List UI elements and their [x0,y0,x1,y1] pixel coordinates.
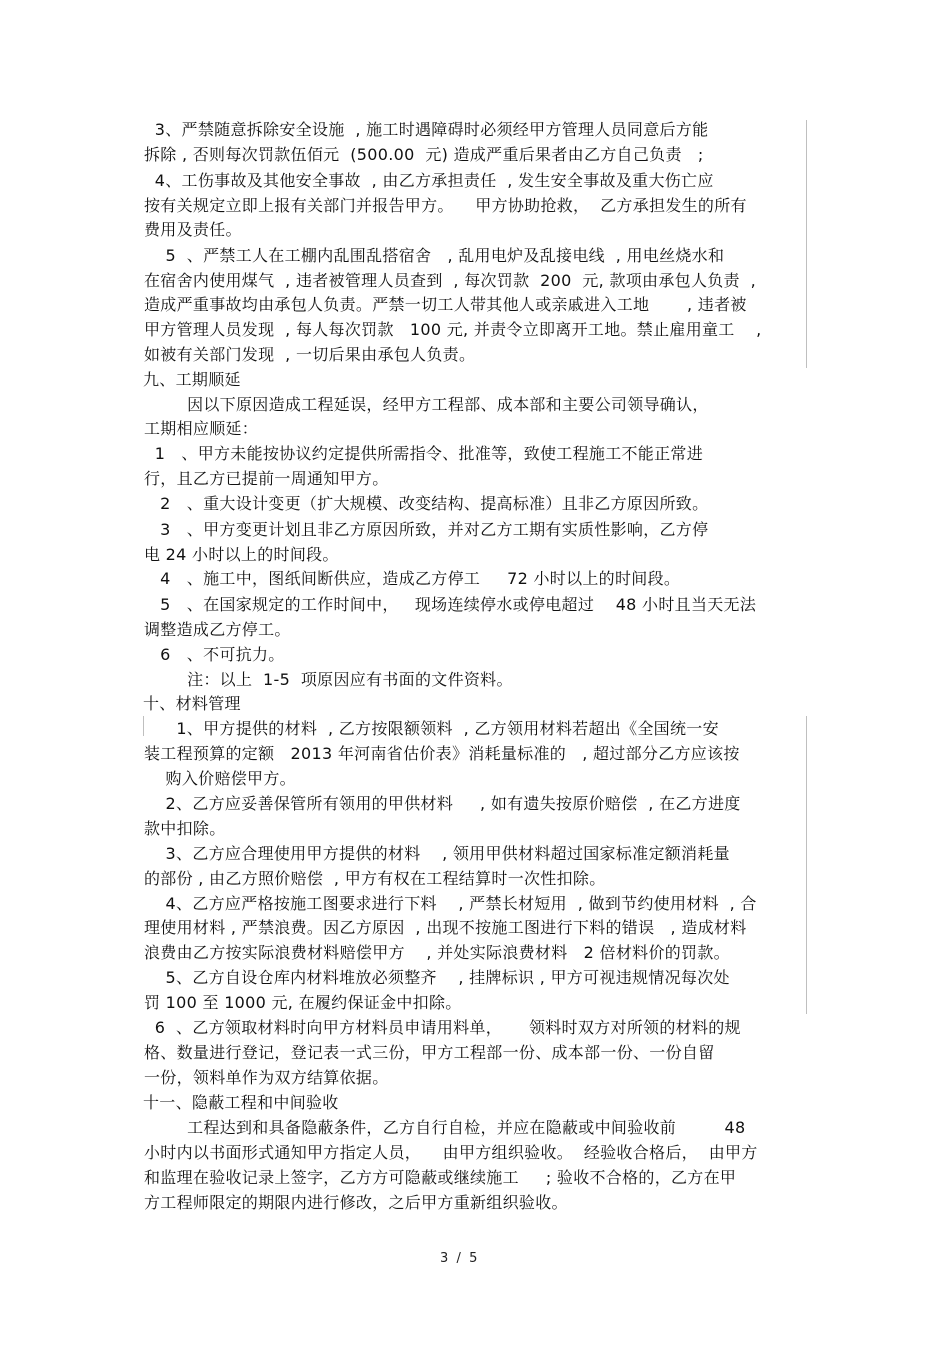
text-line: 4、工伤事故及其他安全事故 , 由乙方承担责任 , 发生安全事故及重大伤亡应 [144,171,714,190]
text-line: 1 、甲方未能按协议约定提供所需指令、批准等，致使工程施工不能正常进 [144,444,704,463]
block8-right-rule [806,120,807,368]
text-line: 甲方管理人员发现 , 每人每次罚款 100 元, 并责令立即离开工地。禁止雇用童工 , [144,320,762,339]
text-line: 6 、不可抗力。 [144,645,285,664]
block10-right-rule [806,716,807,1014]
text-line: 浪费由乙方按实际浪费材料赔偿甲方 , 并处实际浪费材料 2 倍材料价的罚款。 [144,943,730,962]
text-line: 造成严重事故均由承包人负责。严禁一切工人带其他人或亲戚进入工地 , 违者被 [144,295,747,314]
text-line: 一份，领料单作为双方结算依据。 [144,1068,389,1087]
text-line: 工期相应顺延： [144,419,259,438]
section-heading-10: 十、材料管理 [143,694,241,713]
text-line: 行，且乙方已提前一周通知甲方。 [144,469,389,488]
text-line: 工程达到和具备隐蔽条件，乙方自行自检，并应在隐蔽或中间验收前 48 [144,1118,746,1137]
text-line: 2 、重大设计变更（扩大规模、改变结构、提高标准）且非乙方原因所致。 [144,494,709,513]
text-line: 方工程师限定的期限内进行修改，之后甲方重新组织验收。 [144,1193,568,1212]
text-line: 4、乙方应严格按施工图要求进行下料 , 严禁长材短用 , 做到节约使用材料 , 合 [144,894,757,913]
text-line: 小时内以书面形式通知甲方指定人员， 由甲方组织验收。 经验收合格后， 由甲方 [144,1143,758,1162]
text-line: 因以下原因造成工程延误，经甲方工程部、成本部和主要公司领导确认， [144,395,709,414]
text-line: 购入价赔偿甲方。 [144,769,296,788]
text-line: 费用及责任。 [144,220,242,239]
text-line: 电 24 小时以上的时间段。 [144,545,339,564]
text-line: 3 、甲方变更计划且非乙方原因所致，并对乙方工期有实质性影响，乙方停 [144,520,709,539]
text-line: 4 、施工中，图纸间断供应，造成乙方停工 72 小时以上的时间段。 [144,569,681,588]
text-line: 和监理在验收记录上签字，乙方方可隐蔽或继续施工 ; 验收不合格的，乙方在甲 [144,1168,737,1187]
text-line: 款中扣除。 [144,819,226,838]
text-line: 拆除 , 否则每次罚款伍佰元 (500.00 元) 造成严重后果者由乙方自己负责 ; [144,145,704,164]
text-line: 的部份 , 由乙方照价赔偿 , 甲方有权在工程结算时一次性扣除。 [144,869,606,888]
section-heading-9: 九、工期顺延 [143,370,241,389]
text-line: 如被有关部门发现 , 一切后果由承包人负责。 [144,345,476,364]
text-line: 格、数量进行登记，登记表一式三份，甲方工程部一份、成本部一份、一份自留 [144,1043,715,1062]
text-line: 在宿舍内使用煤气 , 违者被管理人员查到 , 每次罚款 200 元, 款项由承包人负责 , [144,271,757,290]
text-line: 注：以上 1-5 项原因应有书面的文件资料。 [144,670,513,689]
text-line: 调整造成乙方停工。 [144,620,291,639]
text-line: 装工程预算的定额 2013 年河南省估价表》消耗量标准的 , 超过部分乙方应该按 [144,744,740,763]
text-line: 3、严禁随意拆除安全设施 , 施工时遇障碍时必须经甲方管理人员同意后方能 [144,120,709,139]
text-line: 5、乙方自设仓库内材料堆放必须整齐 , 挂牌标识 , 甲方可视违规情况每次处 [144,968,730,987]
text-line: 5 、在国家规定的工作时间中， 现场连续停水或停电超过 48 小时且当天无法 [144,595,757,614]
text-line: 罚 100 至 1000 元, 在履约保证金中扣除。 [144,993,462,1012]
text-line: 2、乙方应妥善保管所有领用的甲供材料 , 如有遗失按原价赔偿 , 在乙方进度 [144,794,741,813]
text-line: 1、甲方提供的材料 , 乙方按限额领料 , 乙方领用材料若超出《全国统一安 [144,719,719,738]
section-heading-11: 十一、隐蔽工程和中间验收 [143,1093,339,1112]
text-line: 5 、严禁工人在工棚内乱围乱搭宿舍 , 乱用电炉及乱接电线 , 用电丝烧水和 [144,246,725,265]
text-line: 理使用材料 , 严禁浪费。因乙方原因 , 出现不按施工图进行下料的错误 , 造成材料 [144,918,747,937]
page-number: 3 / 5 [440,1251,478,1266]
text-line: 6 、乙方领取材料时向甲方材料员申请用料单， 领料时双方对所领的材料的规 [144,1018,741,1037]
text-line: 按有关规定立即上报有关部门并报告甲方。 甲方协助抢救， 乙方承担发生的所有 [144,196,747,215]
text-line: 3、乙方应合理使用甲方提供的材料 , 领用甲供材料超过国家标准定额消耗量 [144,844,730,863]
